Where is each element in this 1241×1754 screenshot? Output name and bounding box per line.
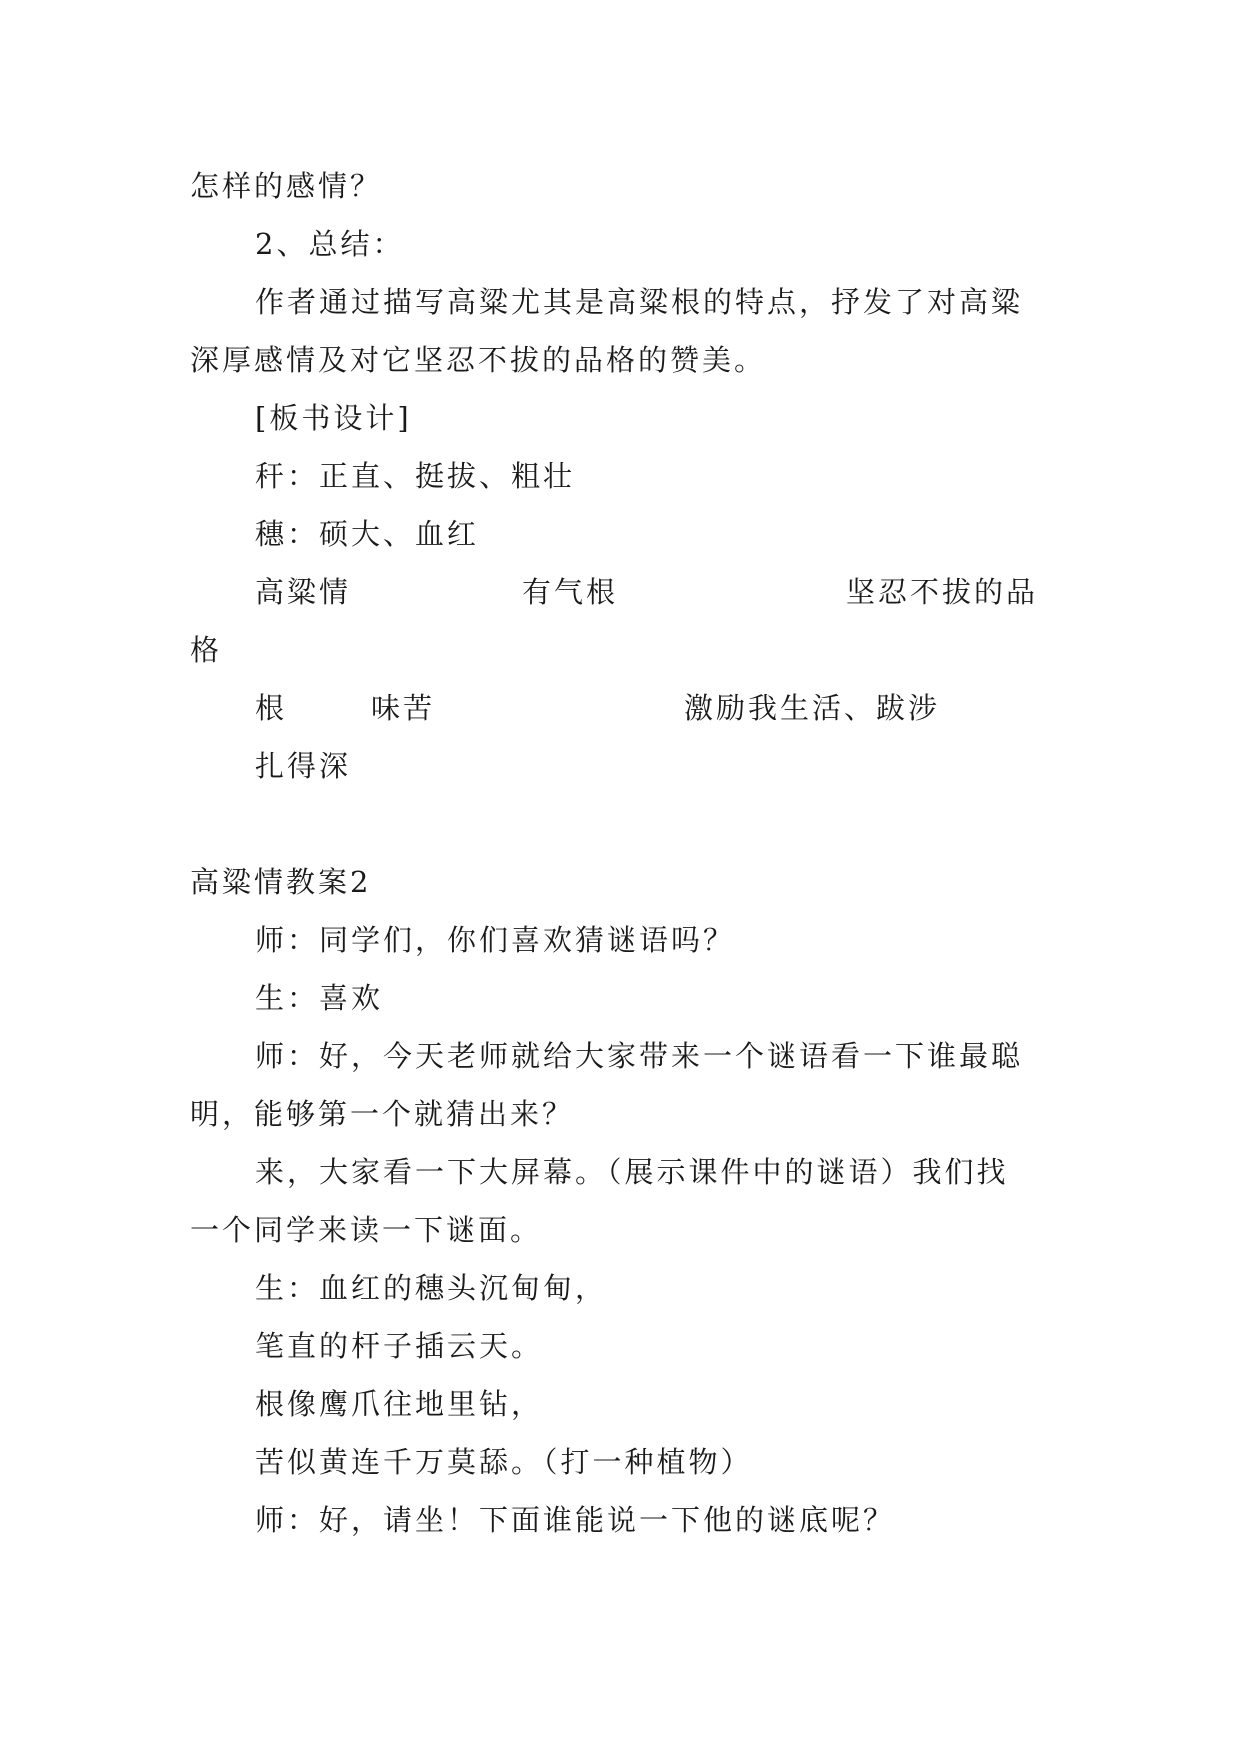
dialogue-line: 师：好，请坐！下面谁能说一下他的谜底呢？: [255, 1503, 896, 1537]
board-line-ear: 穗：硕大、血红: [255, 517, 480, 551]
board-cell: 高粱情: [255, 575, 352, 609]
lesson-heading: 高粱情教案2: [190, 865, 372, 899]
board-design-title: [板书设计]: [255, 401, 412, 435]
board-line-stalk: 秆：正直、挺拔、粗壮: [255, 459, 576, 493]
board-cell: 有气根: [522, 575, 619, 609]
dialogue-line: 来，大家看一下大屏幕。（展示课件中的谜语）我们找: [255, 1155, 1009, 1189]
dialogue-line: 师：同学们，你们喜欢猜谜语吗？: [255, 923, 736, 957]
board-line-5: 扎得深: [255, 749, 352, 783]
dialogue-line: 一个同学来读一下谜面。: [190, 1213, 543, 1247]
summary-line-2: 深厚感情及对它坚忍不拔的品格的赞美。: [190, 343, 767, 377]
section-heading: 2、总结：: [255, 227, 405, 261]
board-cell: 坚忍不拔的品: [846, 575, 1039, 609]
dialogue-line: 明，能够第一个就猜出来？: [190, 1097, 575, 1131]
board-line-4: [0, 688, 1241, 728]
board-cell: 味苦: [371, 691, 436, 725]
riddle-line: 根像鹰爪往地里钻，: [255, 1387, 544, 1421]
board-cell: 根: [255, 691, 288, 725]
board-line-3: [0, 572, 1241, 612]
text-line: 怎样的感情？: [190, 169, 383, 203]
dialogue-line: 生：血红的穗头沉甸甸，: [255, 1271, 608, 1305]
summary-line-1: 作者通过描写高粱尤其是高粱根的特点，抒发了对高粱: [255, 285, 1024, 319]
dialogue-line: 生：喜欢: [255, 981, 384, 1015]
board-cell: 激励我生活、跋涉: [684, 691, 941, 725]
riddle-line: 苦似黄连千万莫舔。（打一种植物）: [255, 1445, 753, 1479]
dialogue-line: 师：好，今天老师就给大家带来一个谜语看一下谁最聪: [255, 1039, 1024, 1073]
riddle-line: 笔直的杆子插云天。: [255, 1329, 544, 1363]
board-line-3-wrap: 格: [190, 633, 223, 667]
